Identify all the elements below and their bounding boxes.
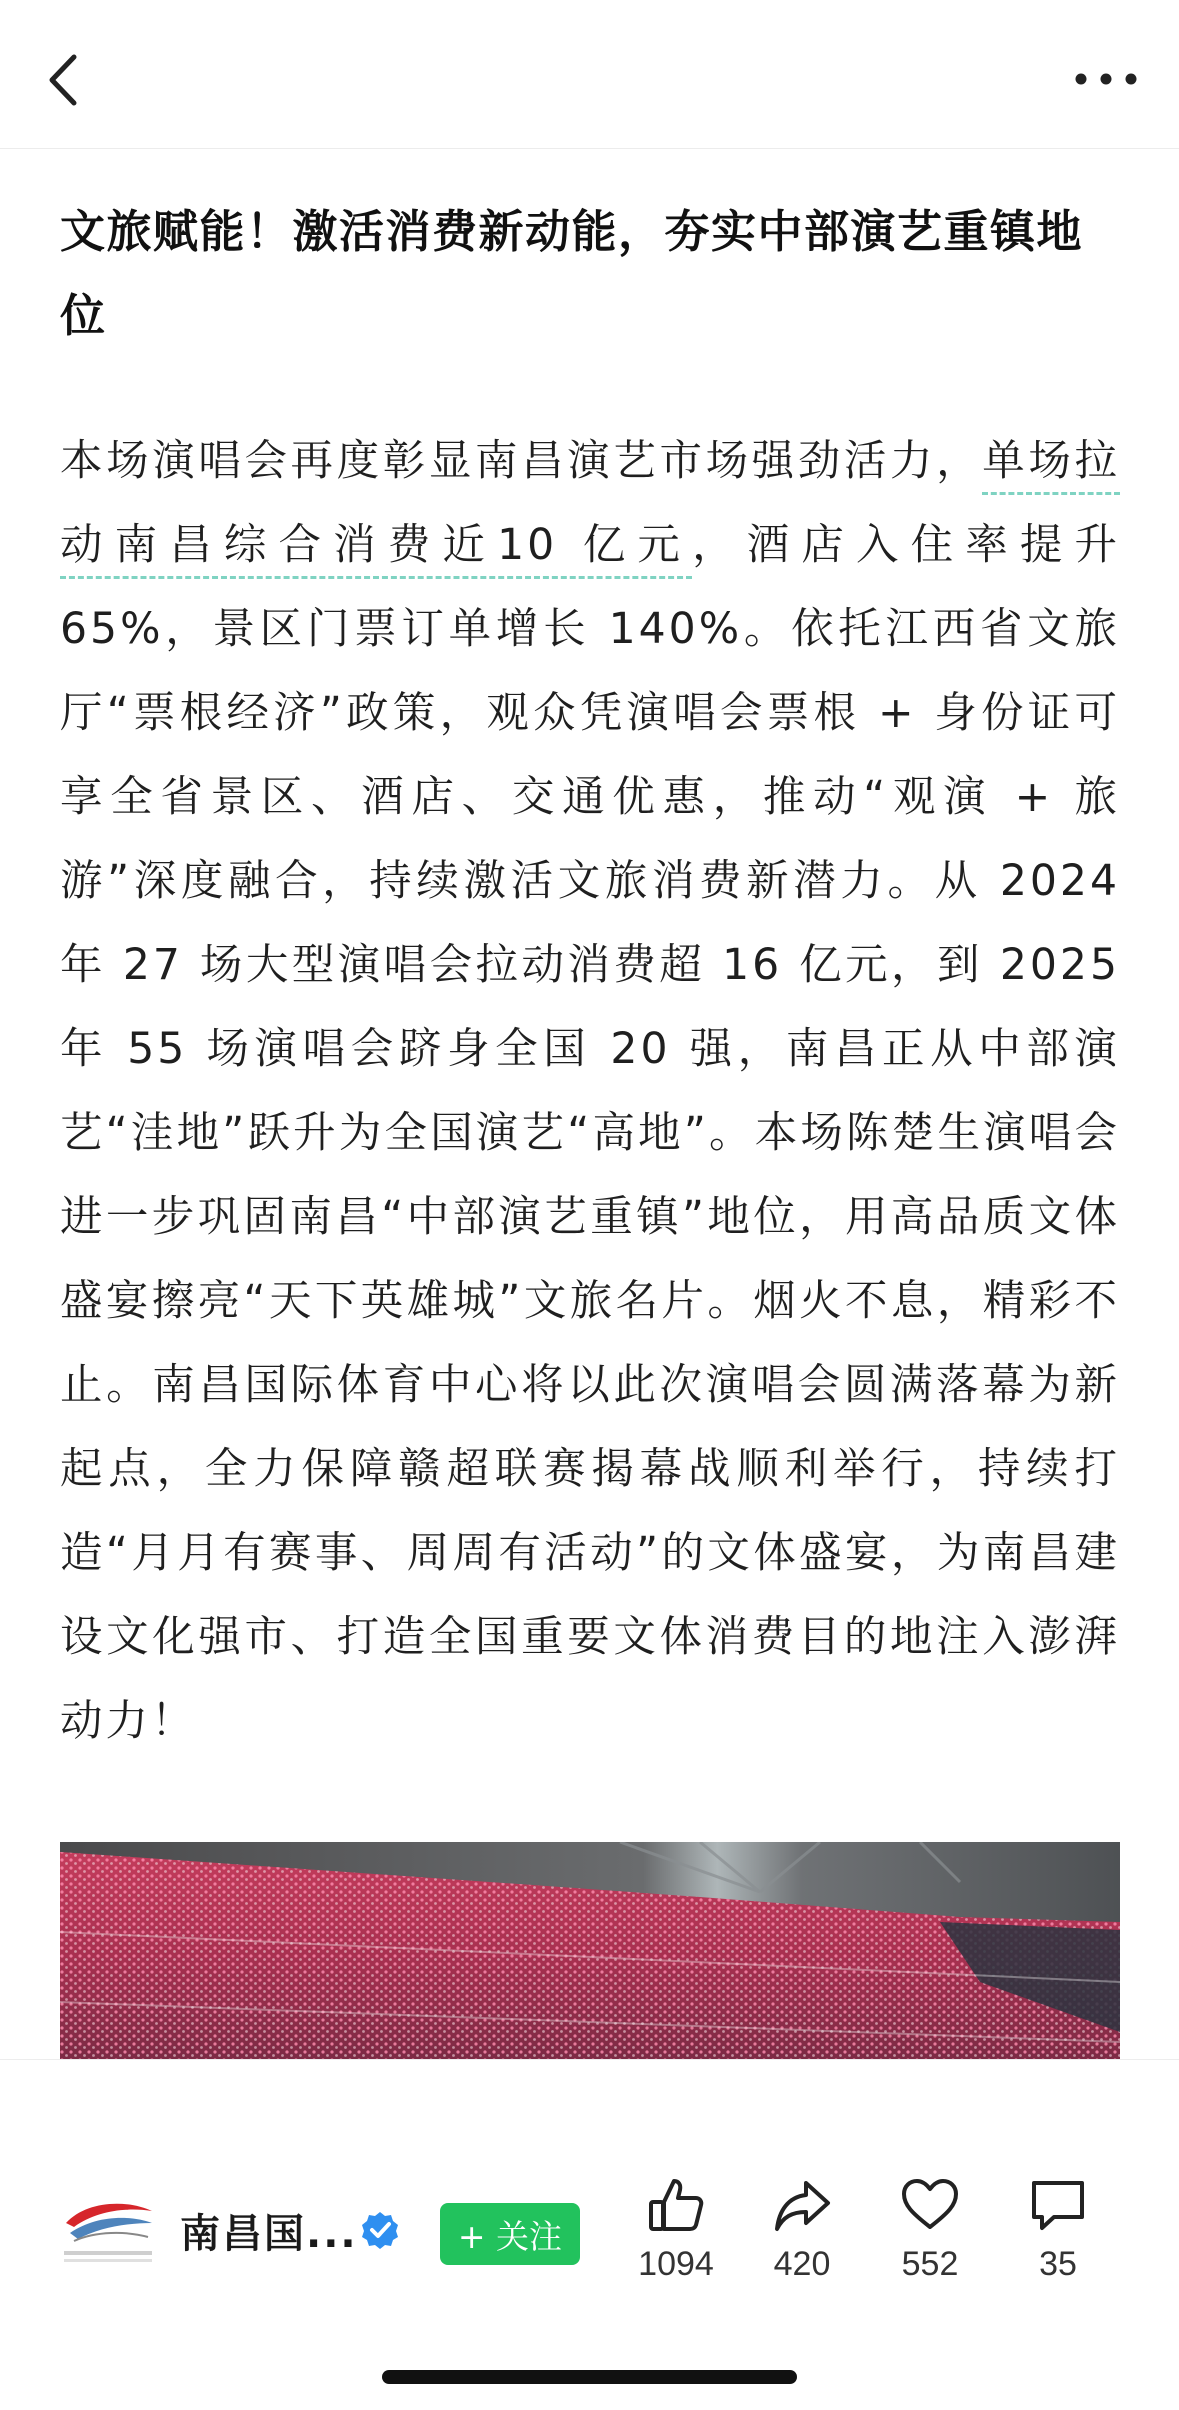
concert-crowd-photo[interactable] [60,1842,1120,2060]
paragraph-text-rest: ，酒店入住率提升 65%，景区门票订单增长 140%。依托江西省文旅厅“票根经济”政策，观众凭演唱会票根 + 身份证可享全省景区、酒店、交通优惠，推动“观演 + 旅游”深度融合，持续激活文旅消费新潜力。从 2024 年 27 场大型演唱会拉动消费超 16 亿元，到 2025 年 55 场演唱会跻身全国 20 强，南昌正从中部演艺“洼地”跃升为全国演艺“高地”。本场陈楚生演唱会进一步巩固南昌“中部演艺重镇”地位，用高品质文体盛宴擦亮“天下英雄城”文旅名片。烟火不息，精彩不止。南昌国际体育中心将以此次演唱会圆满落幕为新起点，全力保障赣超联赛揭幕战顺利举行，持续打造“月月有赛事、周周有活动”的文体盛宴，为南昌建设文化强市、打造全国重要文体消费目的地注入澎湃动力！ [60,521,1120,1746]
follow-button[interactable]: + 关注 [440,2203,580,2265]
home-indicator[interactable] [382,2370,797,2384]
share-arrow-icon [772,2175,832,2235]
favorite-button[interactable] [870,2175,990,2295]
share-button[interactable] [742,2175,862,2295]
top-nav-bar [0,0,1179,149]
like-count: 1094 [638,2245,714,2283]
like-button[interactable] [616,2175,736,2295]
article-title: 文旅赋能！激活消费新动能，夯实中部演艺重镇地位 [60,205,1084,342]
heart-icon [900,2175,960,2235]
verified-badge [360,2210,400,2250]
author-name[interactable]: 南昌国... [180,2211,358,2257]
share-count: 420 [773,2245,831,2283]
author-logo-icon [56,2193,160,2273]
article-content [60,190,1120,1764]
more-horizontal-icon [1071,62,1141,96]
comment-count: 35 [1039,2245,1077,2283]
highlighted-phrase-link[interactable]: 单场拉动南昌综合消费近10 亿元 [60,437,1120,579]
comment-button[interactable] [998,2175,1118,2295]
article-paragraph [60,420,1120,1764]
more-button[interactable] [1071,62,1141,96]
paragraph-text-start: 本场演唱会再度彰显南昌演艺市场强劲活力， [60,437,983,486]
favorite-count: 552 [901,2245,959,2283]
back-button[interactable] [40,45,90,115]
chevron-left-icon [40,45,90,115]
comment-icon [1028,2175,1088,2235]
thumbs-up-icon [646,2175,706,2235]
verified-check-icon [360,2210,400,2250]
author-avatar[interactable] [56,2193,160,2273]
